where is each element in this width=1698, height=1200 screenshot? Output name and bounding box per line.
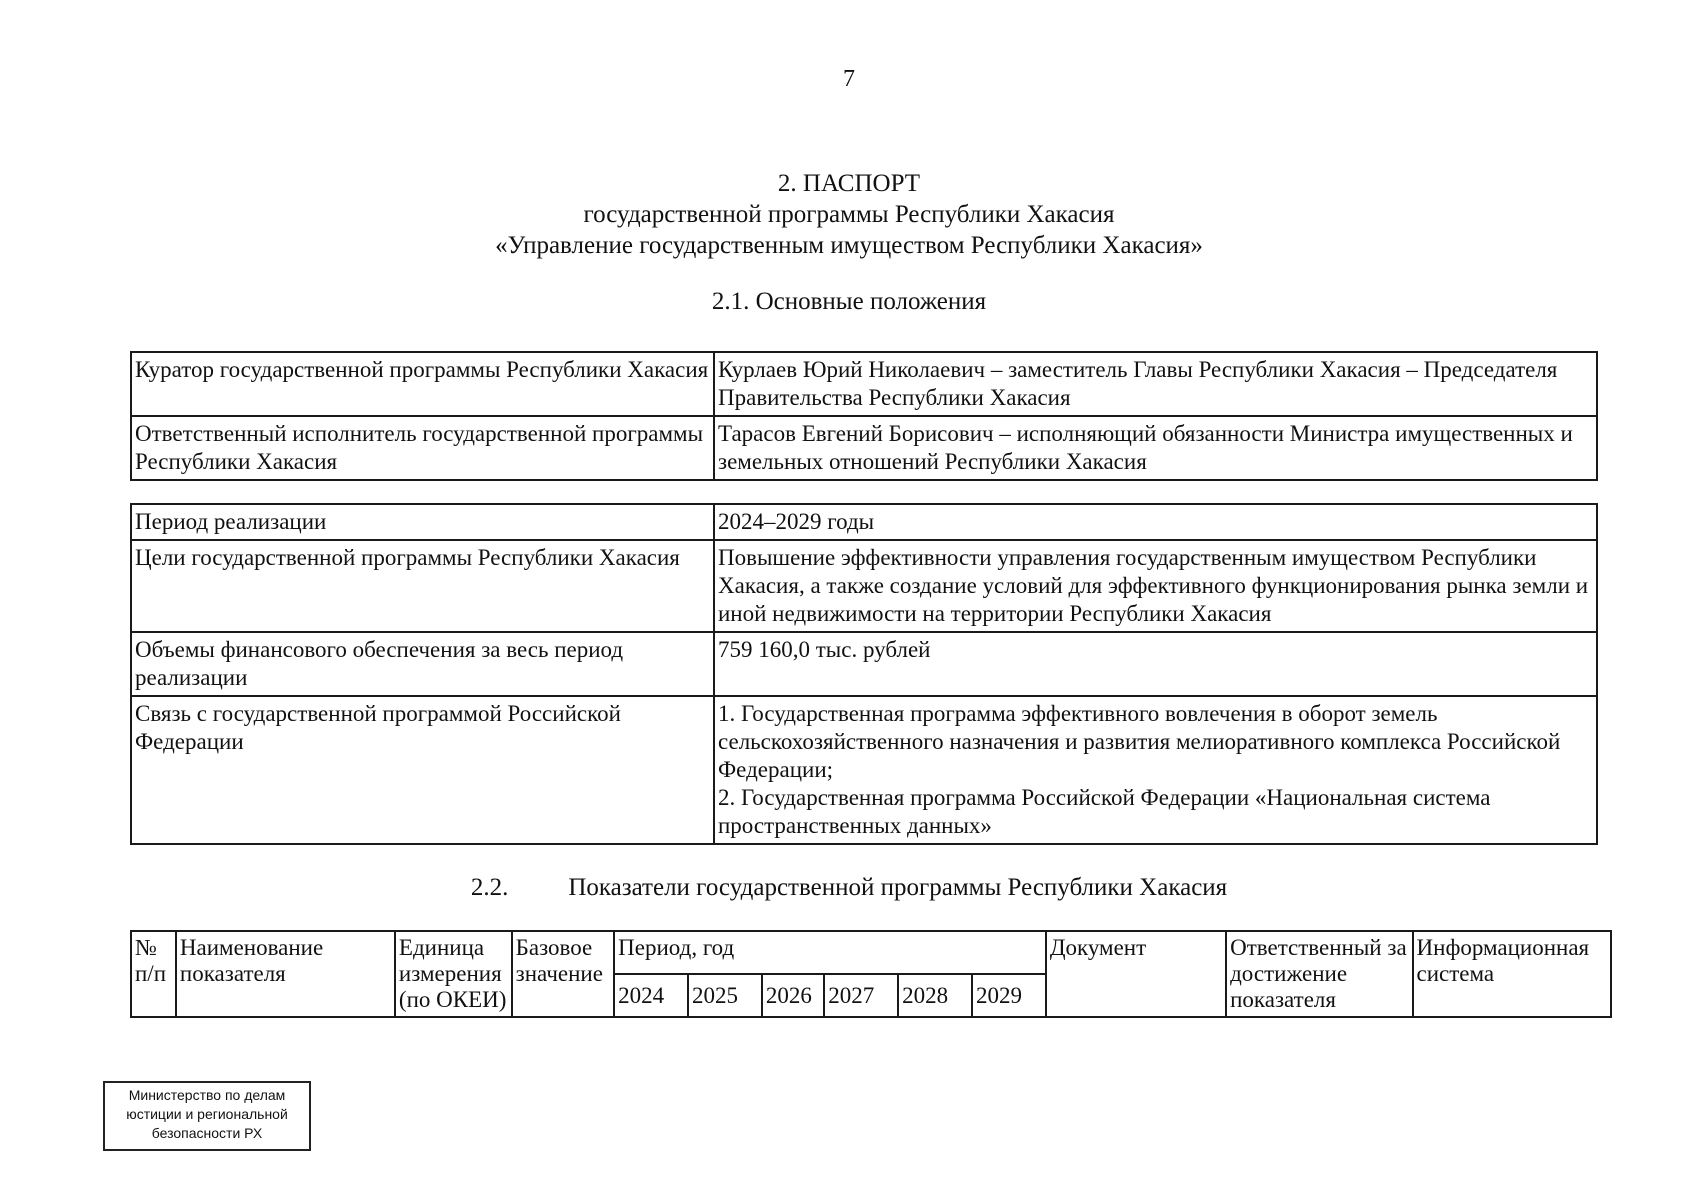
row-label: Цели государственной программы Республики Хакасия <box>131 540 714 632</box>
page-number: 7 <box>843 66 855 92</box>
header-year: 2025 <box>688 974 762 1017</box>
section-title: Показатели государственной программы Республики Хакасия <box>568 874 1228 901</box>
row-value: Тарасов Евгений Борисович – исполняющий обязанности Министра имущественных и земельных отношений Республики Хакасия <box>714 416 1597 480</box>
title-line-1: 2. ПАСПОРТ <box>777 170 921 197</box>
row-value: Курлаев Юрий Николаевич – заместитель Главы Республики Хакасия – Председателя Правительства Республики Хакасия <box>714 352 1597 416</box>
row-label: Ответственный исполнитель государственной программы Республики Хакасия <box>131 416 714 480</box>
related-program-2: 2. Государственная программа Российской Федерации «Национальная система пространственных данных» <box>718 785 1491 838</box>
header-name: Наименование показателя <box>176 931 395 1017</box>
title-line-2: государственной программы Республики Хакасия <box>583 201 1115 228</box>
header-year: 2027 <box>824 974 898 1017</box>
header-period: Период, год <box>614 931 1046 974</box>
basic-provisions-table-1 <box>130 351 1598 481</box>
table-row <box>131 540 1597 632</box>
related-program-1: 1. Государственная программа эффективного вовлечения в оборот земель сельскохозяйственного назначения и развития мелиоративного комплекса Российской Федерации; <box>718 701 1561 782</box>
row-label: Период реализации <box>131 504 714 540</box>
table-row <box>131 504 1597 540</box>
header-year: 2024 <box>614 974 688 1017</box>
table-row <box>131 416 1597 480</box>
document-title <box>0 168 1698 261</box>
row-value: Повышение эффективности управления государственным имуществом Республики Хакасия, а также создание условий для эффективного функционирования рынка земли и иной недвижимости на территории Республики Хакасия <box>714 540 1597 632</box>
row-value: 759 160,0 тыс. рублей <box>714 632 1597 696</box>
table-row <box>131 352 1597 416</box>
row-value <box>714 696 1597 844</box>
row-label: Куратор государственной программы Республики Хакасия <box>131 352 714 416</box>
header-responsible: Ответственный за достижение показателя <box>1226 931 1412 1017</box>
header-year: 2026 <box>762 974 824 1017</box>
table-header-row <box>131 931 1611 974</box>
stamp-line: юстиции и региональной <box>126 1106 288 1122</box>
stamp-line: Министерство по делам <box>128 1087 286 1103</box>
basic-provisions-table-2 <box>130 503 1598 845</box>
row-label: Объемы финансового обеспечения за весь период реализации <box>131 632 714 696</box>
header-unit: Единица измерения (по ОКЕИ) <box>395 931 512 1017</box>
section-2-1-heading: 2.1. Основные положения <box>711 288 987 315</box>
ministry-stamp <box>103 1081 311 1151</box>
header-document: Документ <box>1046 931 1226 1017</box>
row-label: Связь с государственной программой Российской Федерации <box>131 696 714 844</box>
table-row <box>131 632 1597 696</box>
indicators-table <box>130 930 1612 1018</box>
header-year: 2028 <box>898 974 972 1017</box>
header-info-system: Информационная система <box>1413 931 1611 1017</box>
header-num: № п/п <box>131 931 176 1017</box>
section-number: 2.2. <box>470 874 509 901</box>
section-2-2-heading <box>0 874 1698 902</box>
header-base: Базовое значение <box>512 931 615 1017</box>
table-row <box>131 696 1597 844</box>
stamp-line: безопасности РХ <box>151 1125 263 1141</box>
header-year: 2029 <box>972 974 1046 1017</box>
title-line-3: «Управление государственным имуществом Республики Хакасия» <box>495 232 1203 259</box>
row-value: 2024–2029 годы <box>714 504 1597 540</box>
